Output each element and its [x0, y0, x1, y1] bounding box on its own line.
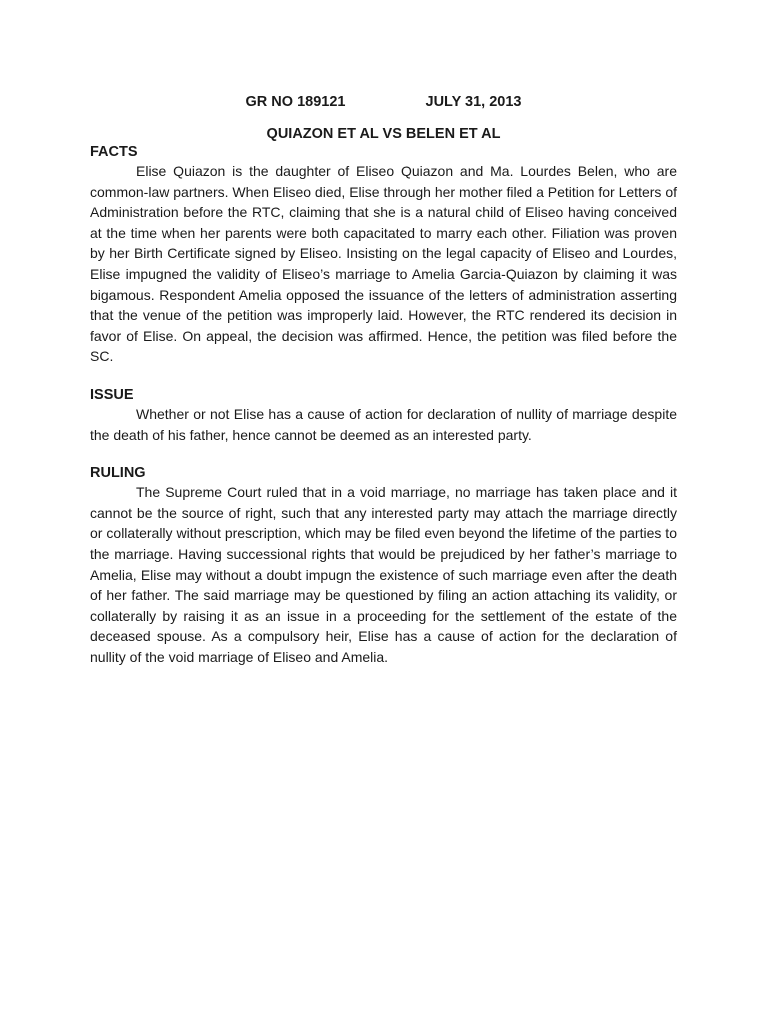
issue-paragraph: Whether or not Elise has a cause of action for declaration of nullity of marriage despite the death of his father, hence cannot be deemed as an interested party.	[90, 405, 677, 443]
case-number: GR NO 189121	[245, 94, 346, 110]
case-header	[90, 93, 677, 111]
ruling-paragraph: The Supreme Court ruled that in a void marriage, no marriage has taken place and it cannot be the source of right, such that any interested party may attach the marriage directly or collaterally without prescription, which may be filed even beyond the lifetime of the parties to the marriage. Having successional rights that would be prejudiced by her father’s marriage to Amelia, Elise may without a doubt impugn the existence of such marriage even after the death of her father. The said marriage may be questioned by filing an action attaching its validity, or collaterally by raising it as an issue in a proceeding for the settlement of the estate of the deceased spouse. As a compulsory heir, Elise has a cause of action for the declaration of nullity of the void marriage of Eliseo and Amelia.	[90, 484, 677, 665]
case-date: JULY 31, 2013	[425, 94, 522, 110]
facts-heading: FACTS	[90, 144, 138, 160]
facts-paragraph: Elise Quiazon is the daughter of Eliseo Quiazon and Ma. Lourdes Belen, who are common-law partners. When Eliseo died, Elise through her mother filed a Petition for Letters of Administration before the RTC, claiming that she is a natural child of Eliseo having conceived at the time when her parents were both capacitated to marry each other. Filiation was proven by her Birth Certificate signed by Eliseo. Insisting on the legal capacity of Eliseo and Lourdes, Elise impugned the validity of Eliseo’s marriage to Amelia Garcia-Quiazon by claiming it was bigamous. Respondent Amelia opposed the issuance of the letters of administration asserting that the venue of the petition was improperly laid. However, the RTC rendered its decision in favor of Elise. On appeal, the decision was affirmed. Hence, the petition was filed before the SC.	[90, 163, 677, 365]
ruling-heading: RULING	[90, 465, 146, 482]
document-page	[90, 93, 677, 667]
issue-heading: ISSUE	[90, 386, 134, 403]
case-title: QUIAZON ET AL VS BELEN ET AL	[266, 126, 501, 142]
